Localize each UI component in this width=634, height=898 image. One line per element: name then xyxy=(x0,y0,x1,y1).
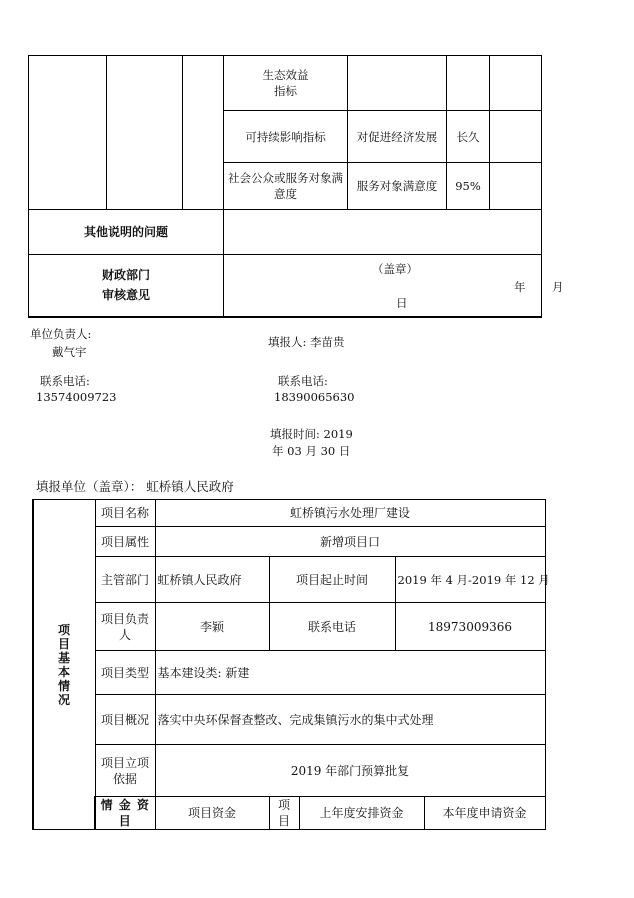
indicator-ecological: 生态效益 指标 xyxy=(224,56,348,111)
project-attr-label: 项目属性 xyxy=(95,527,155,557)
other-issues-label: 其他说明的问题 xyxy=(29,210,224,255)
indicator-value: 95% xyxy=(447,163,490,210)
funds-col-item: 项 目 xyxy=(269,797,299,830)
indicator-extra xyxy=(490,56,542,111)
filler-phone-label: 联系电话: xyxy=(278,374,328,388)
finance-seal: （盖章） xyxy=(372,262,418,276)
funds-section-label: 情 金 资 目 xyxy=(95,797,155,830)
funds-label: 项目资金 xyxy=(155,797,269,830)
fill-time-line1: 填报时间: 2019 xyxy=(270,427,353,441)
unit-phone: 13574009723 xyxy=(36,390,117,404)
indicator-extra xyxy=(490,111,542,163)
dept-label: 主管部门 xyxy=(95,557,155,603)
finance-review-label: 财政部门 审核意见 xyxy=(29,255,224,317)
fill-time-line2: 年 03 月 30 日 xyxy=(272,444,351,458)
indicator-extra xyxy=(490,163,542,210)
overview-value: 落实中央环保督查整改、完成集镇污水的集中式处理 xyxy=(155,695,545,745)
period-value: 2019 年 4 月-2019 年 12 月 xyxy=(395,557,545,603)
section-basic-info xyxy=(33,500,95,830)
finance-review-cell xyxy=(224,255,564,317)
funds-col-prev: 上年度安排资金 xyxy=(299,797,424,830)
indicator-content: 对促进经济发展 xyxy=(348,111,447,163)
unit-head-name: 戴气宇 xyxy=(52,345,87,359)
manager-phone-value: 18973009366 xyxy=(395,603,545,651)
indicator-content xyxy=(348,56,447,111)
indicator-sustainable: 可持续影响指标 xyxy=(224,111,348,163)
project-name-label: 项目名称 xyxy=(95,500,155,527)
basis-value: 2019 年部门预算批复 xyxy=(155,745,545,797)
type-value: 基本建设类: 新建 xyxy=(155,651,545,695)
manager-label: 项目负责人 xyxy=(95,603,155,651)
project-name-value: 虹桥镇污水处理厂建设 xyxy=(155,500,545,527)
basis-label: 项目立项依据 xyxy=(95,745,155,797)
manager-phone-label: 联系电话 xyxy=(269,603,395,651)
finance-year: 年 xyxy=(514,280,526,294)
filling-unit: 填报单位（盖章）： 虹桥镇人民政府 xyxy=(36,479,234,494)
period-label: 项目起止时间 xyxy=(269,557,395,603)
filler-phone: 18390065630 xyxy=(274,390,355,404)
indicator-value: 长久 xyxy=(447,111,490,163)
manager-value: 李颖 xyxy=(155,603,269,651)
performance-indicator-table xyxy=(28,55,564,318)
finance-month: 月 xyxy=(552,280,564,294)
type-label: 项目类型 xyxy=(95,651,155,695)
merged-cell-3 xyxy=(183,56,224,210)
filler-label: 填报人: 李苗贵 xyxy=(268,335,345,349)
finance-day: 日 xyxy=(396,296,408,310)
merged-cell-2 xyxy=(107,56,183,210)
unit-head-label: 单位负责人: xyxy=(30,327,92,341)
overview-label: 项目概况 xyxy=(95,695,155,745)
project-attr-value: 新增项目口 xyxy=(155,527,545,557)
project-basic-info-table xyxy=(32,499,550,830)
merged-cell-1 xyxy=(29,56,107,210)
indicator-content: 服务对象满意度 xyxy=(348,163,447,210)
section-basic-info-label: 项目基本情况 xyxy=(57,622,70,707)
indicator-value xyxy=(447,56,490,111)
other-issues-value xyxy=(224,210,542,255)
indicator-satisfaction: 社会公众或服务对象满意度 xyxy=(224,163,348,210)
unit-phone-label: 联系电话: xyxy=(40,374,90,388)
dept-value: 虹桥镇人民政府 xyxy=(155,557,269,603)
funds-col-curr: 本年度申请资金 xyxy=(424,797,545,830)
